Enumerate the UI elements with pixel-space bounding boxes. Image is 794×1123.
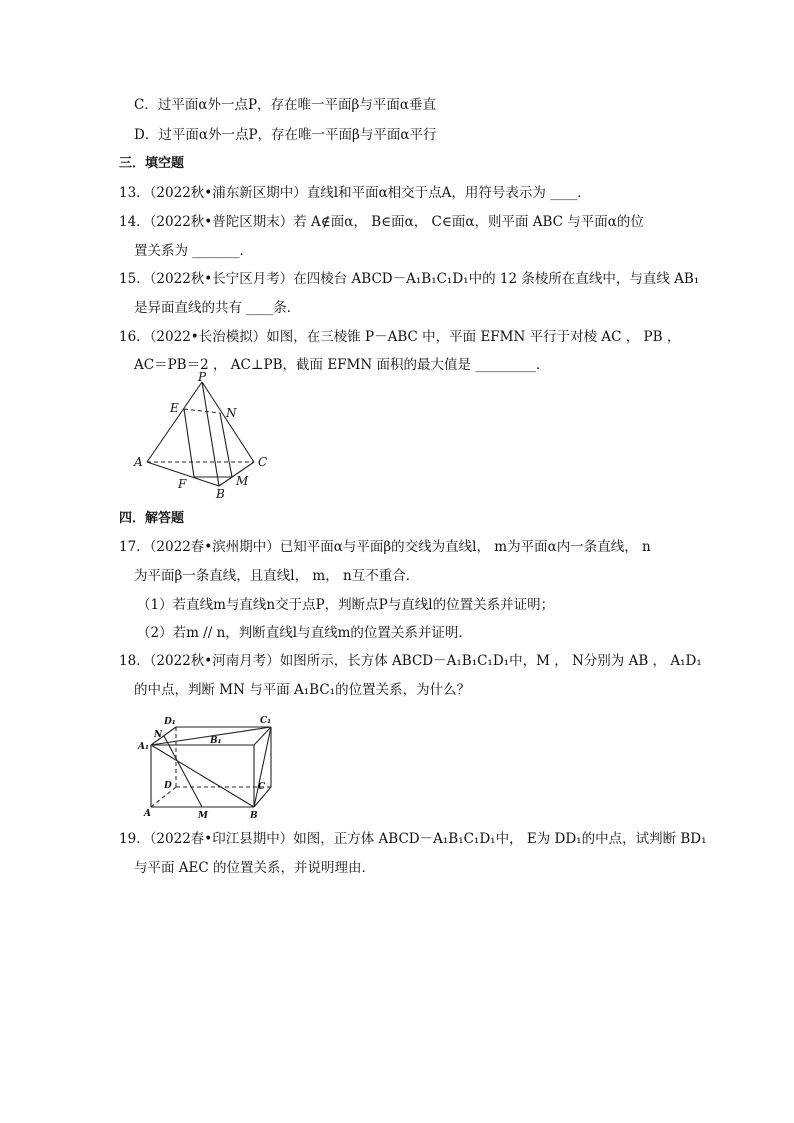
- option-c: C．过平面α外一点P，存在唯一平面β与平面α垂直: [134, 97, 436, 113]
- label-A1: A₁: [138, 742, 149, 752]
- label-M: M: [236, 474, 249, 488]
- question-17-line1: 17．（2022春•滨州期中）已知平面α与平面β的交线为直线l， m为平面α内一条直线， n: [119, 539, 651, 555]
- label-B: B: [250, 811, 258, 821]
- question-19-line1: 19．（2022春•印江县期中）如图，正方体 ABCD－A₁B₁C₁D₁中， E为 DD₁的中点，试判断 BD₁: [119, 831, 707, 847]
- label-M: M: [198, 811, 208, 821]
- question-15-line2: 是异面直线的共有 ____条．: [134, 300, 301, 316]
- question-17-line2: 为平面β一条直线，且直线l， m， n互不重合．: [134, 568, 420, 584]
- question-17-sub2: （2）若m // n，判断直线l与直线m的位置关系并证明．: [137, 625, 472, 641]
- label-A: A: [144, 809, 151, 819]
- cuboid-figure: [136, 712, 276, 822]
- question-15-line1: 15．（2022秋•长宁区月考）在四棱台 ABCD－A₁B₁C₁D₁中的 12 条棱所在直线中，与直线 AB₁: [119, 271, 700, 287]
- question-18-line2: 的中点，判断 MN 与平面 A₁BC₁的位置关系，为什么？: [134, 682, 471, 698]
- question-14-line1: 14．（2022秋•普陀区期末）若 A∉面α， B∈面α， C∈面α，则平面 ABC 与平面α的位: [119, 214, 644, 230]
- label-E: E: [170, 401, 179, 415]
- label-F: F: [178, 477, 187, 491]
- question-19-line2: 与平面 AEC 的位置关系，并说明理由．: [134, 860, 376, 876]
- section-title-answer: 四．解答题: [119, 511, 185, 526]
- question-16-line2: AC＝PB＝2 ， AC⊥PB，截面 EFMN 面积的最大值是 _________．: [134, 357, 550, 373]
- label-N: N: [226, 406, 237, 420]
- label-B: B: [216, 487, 225, 501]
- pyramid-figure: [130, 372, 280, 502]
- label-C: C: [258, 782, 266, 792]
- label-N: N: [154, 730, 163, 740]
- label-B1: B₁: [210, 736, 222, 746]
- question-17-sub1: （1）若直线m与直线n交于点P，判断点P与直线l的位置关系并证明；: [137, 597, 555, 613]
- section-title-fill-blank: 三．填空题: [119, 156, 185, 171]
- label-P: P: [198, 372, 207, 384]
- option-d: D．过平面α外一点P，存在唯一平面β与平面α平行: [134, 127, 437, 143]
- label-D1: D₁: [164, 717, 176, 727]
- label-D: D: [164, 781, 172, 791]
- question-18-line1: 18．（2022秋•河南月考）如图所示，长方体 ABCD－A₁B₁C₁D₁中，M ， N分别为 AB ， A₁D₁: [119, 653, 702, 669]
- label-A: A: [134, 455, 143, 469]
- question-14-line2: 置关系为 _______．: [134, 243, 254, 259]
- question-13: 13．（2022秋•浦东新区期中）直线l和平面α相交于点A，用符号表示为 ____．: [119, 185, 591, 201]
- label-C1: C₁: [260, 716, 272, 726]
- question-16-line1: 16．（2022•长治模拟）如图，在三棱锥 P－ABC 中，平面 EFMN 平行于对棱 AC ， PB ，: [119, 329, 681, 345]
- label-C: C: [258, 455, 268, 469]
